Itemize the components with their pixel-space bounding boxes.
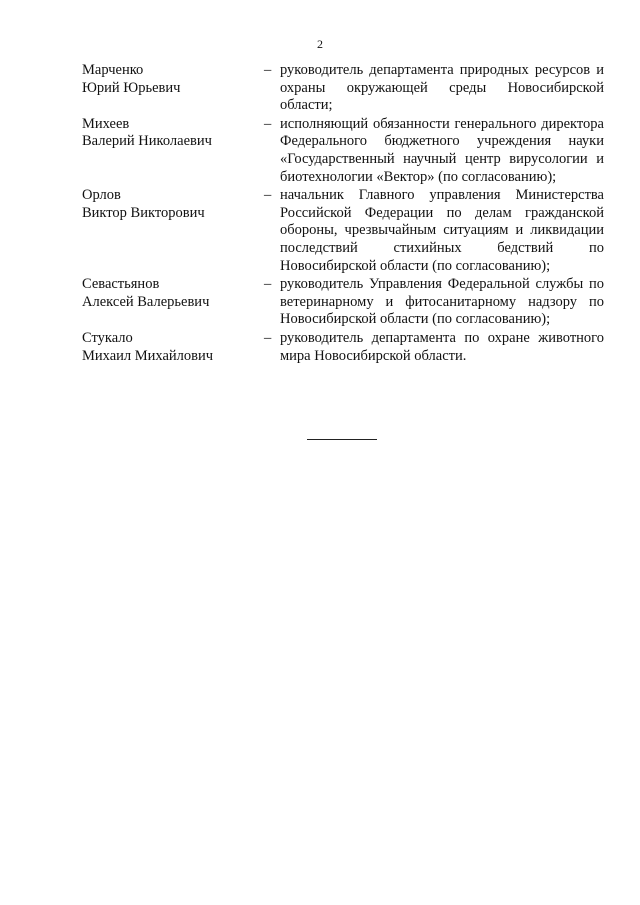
member-given-names: Юрий Юрьевич — [82, 79, 181, 96]
member-given-names: Валерий Николаевич — [82, 133, 212, 150]
member-entry — [82, 187, 604, 275]
member-surname: Стукало — [82, 329, 133, 346]
member-surname: Севастьянов — [82, 276, 160, 293]
member-name — [82, 187, 252, 222]
member-surname: Михеев — [82, 115, 130, 132]
member-name — [82, 330, 252, 365]
end-of-list-rule — [307, 439, 377, 440]
member-dash: – — [264, 276, 272, 293]
member-surname: Марченко — [82, 62, 144, 78]
member-name — [82, 62, 252, 97]
member-name — [82, 116, 252, 151]
member-given-names: Виктор Викторович — [82, 204, 205, 221]
member-entry — [82, 116, 604, 186]
member-dash: – — [264, 329, 272, 346]
member-dash: – — [264, 187, 272, 204]
member-entry — [82, 62, 604, 115]
member-given-names: Алексей Валерьевич — [82, 293, 210, 310]
members-list — [82, 62, 604, 366]
page-number: 2 — [317, 37, 323, 51]
member-role: исполняющий обязанности генерального директора Федерального бюджетного учреждения науки «Государственный научный центр вирусологии и биотехнологии «Вектор» (по согласованию); — [280, 115, 604, 185]
member-dash: – — [264, 115, 272, 132]
member-role: руководитель департамента по охране животного мира Новосибирской области. — [280, 329, 604, 364]
member-dash: – — [264, 62, 272, 78]
member-surname: Орлов — [82, 187, 121, 204]
member-role: начальник Главного управления Министерства Российской Федерации по делам гражданской обороны, чрезвычайным ситуациям и ликвидации последствий стихийных бедствий по Новосибирской области (по согласованию); — [280, 187, 604, 274]
member-given-names: Михаил Михайлович — [82, 347, 214, 364]
member-entry — [82, 276, 604, 329]
member-entry — [82, 330, 604, 365]
member-role: руководитель департамента природных ресурсов и охраны окружающей среды Новосибирской области; — [280, 62, 604, 114]
member-name — [82, 276, 252, 311]
member-role: руководитель Управления Федеральной службы по ветеринарному и фитосанитарному надзору по Новосибирской области (по согласованию); — [280, 276, 604, 328]
